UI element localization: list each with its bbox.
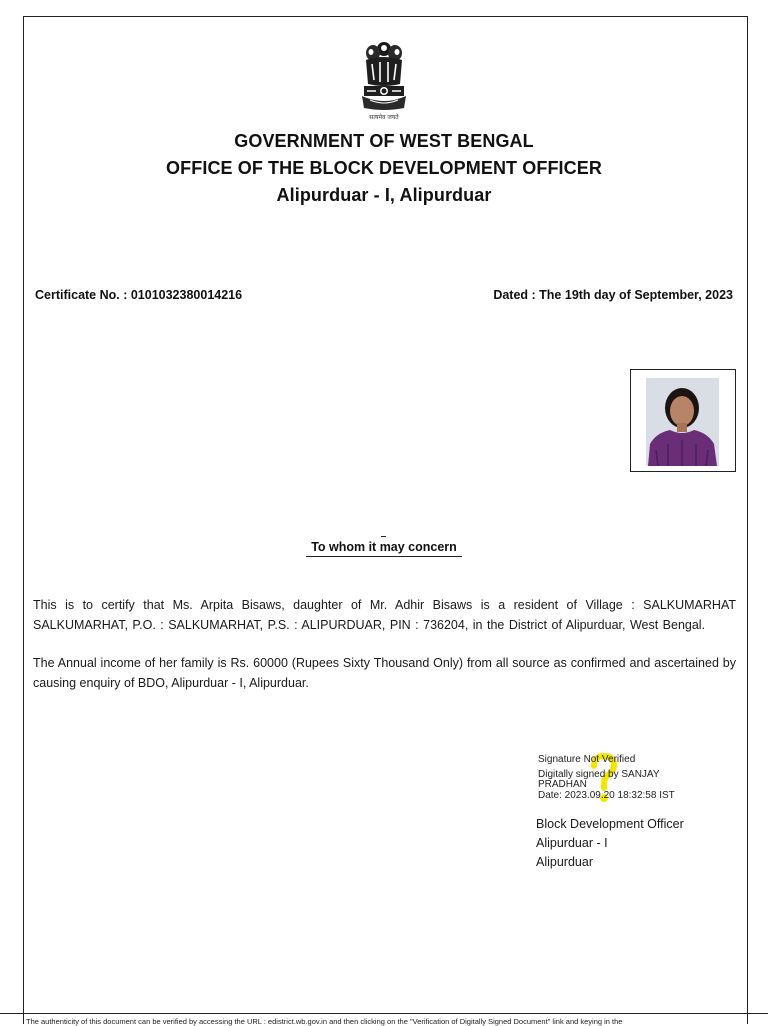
header-location: Alipurduar - I, Alipurduar — [276, 185, 492, 205]
income-paragraph: The Annual income of her family is Rs. 60000 (Rupees Sixty Thousand Only) from all source as confirmed and ascertained by causing enquiry of BDO, Alipurduar - I, Alipurduar. — [33, 656, 736, 690]
footer-verification-note: The authenticity of this document can be verified by accessing the URL : edistrict.wb.gov.in and then clicking on the "Verification of Digitally Signed Document" link and keying in the — [26, 1017, 623, 1026]
applicant-photo — [646, 378, 719, 466]
signature-date: Date: 2023.09.20 18:32:58 IST — [538, 790, 675, 801]
footer-divider — [0, 1013, 768, 1014]
signature-status: Signature Not Verified — [538, 754, 636, 765]
divider-mark — [381, 536, 386, 537]
certification-paragraph: This is to certify that Ms. Arpita Bisaws, daughter of Mr. Adhir Bisaws is a resident of Village : SALKUMARHAT SALKUMARHAT, P.O. : SALKUMARHAT, P.S. : ALIPURDUAR, PIN : 736204, in the District of Alipurduar, West Bengal. — [33, 598, 736, 632]
officer-district: Alipurduar — [536, 855, 593, 869]
signature-signer: Digitally signed by SANJAY — [538, 769, 660, 780]
national-emblem-icon — [356, 40, 412, 122]
officer-designation: Block Development Officer — [536, 817, 684, 831]
svg-text:सत्यमेव जयते: सत्यमेव जयते — [369, 114, 399, 121]
header-government: GOVERNMENT OF WEST BENGAL — [234, 131, 534, 151]
header-office: OFFICE OF THE BLOCK DEVELOPMENT OFFICER — [166, 158, 602, 178]
officer-block: Alipurduar - I — [536, 836, 608, 850]
signature-signer-surname: PRADHAN — [538, 779, 587, 790]
certificate-number: Certificate No. : 0101032380014216 — [35, 288, 243, 302]
photo-frame — [630, 369, 736, 472]
salutation: To whom it may concern — [306, 540, 462, 557]
digital-signature-block[interactable] — [538, 752, 698, 804]
certificate-date: Dated : The 19th day of September, 2023 — [493, 288, 733, 302]
